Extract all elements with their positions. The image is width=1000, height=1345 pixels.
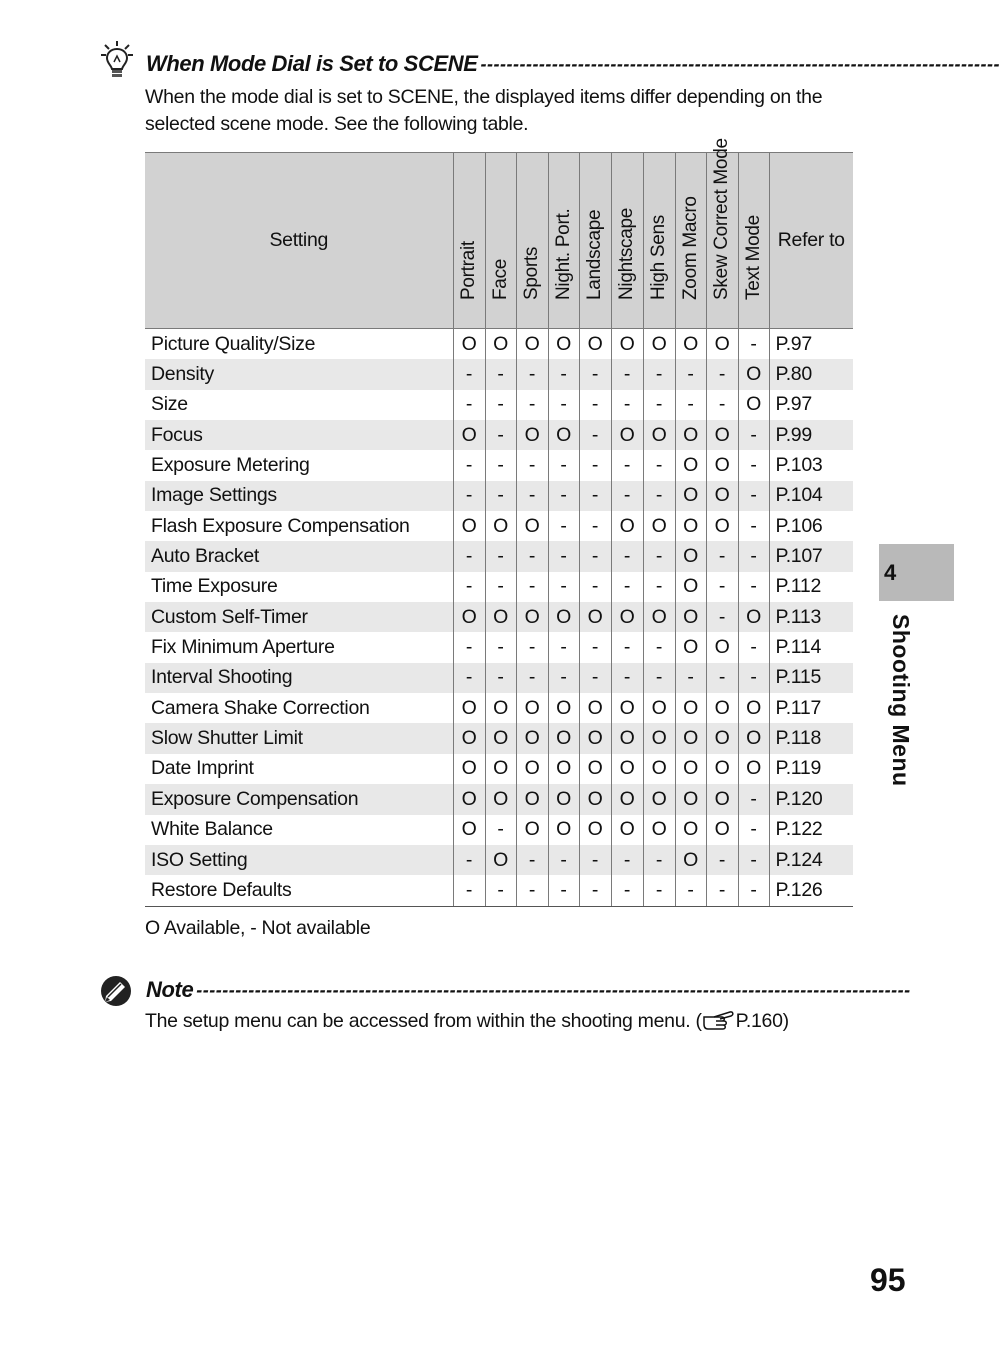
availability-cell: O [548, 754, 579, 784]
mode-header-label: Night. Port. [552, 208, 574, 300]
availability-cell: O [611, 511, 643, 541]
availability-cell: - [579, 359, 611, 389]
availability-cell: O [738, 693, 769, 723]
note-pencil-icon [100, 975, 132, 1007]
availability-cell: - [643, 450, 675, 480]
availability-cell: - [548, 390, 579, 420]
availability-cell: - [516, 541, 548, 571]
availability-cell: O [579, 815, 611, 845]
availability-cell: - [706, 602, 738, 632]
setting-name: Flash Exposure Compensation [151, 514, 410, 537]
availability-cell: - [579, 875, 611, 906]
availability-cell: O [706, 815, 738, 845]
mode-header-label: Nightscape [616, 207, 637, 300]
mode-header-label: Face [489, 258, 511, 300]
page-reference: P.97 [769, 329, 853, 360]
table-row [145, 632, 853, 662]
availability-cell: - [453, 450, 485, 480]
page-reference: P.103 [769, 450, 853, 480]
availability-cell: - [611, 572, 643, 602]
table-row [145, 572, 853, 602]
availability-cell: - [706, 875, 738, 906]
availability-cell: - [675, 359, 706, 389]
availability-cell: O [485, 754, 516, 784]
availability-cell: O [516, 511, 548, 541]
availability-cell: O [453, 754, 485, 784]
mode-header [485, 153, 516, 329]
availability-cell: O [738, 390, 769, 420]
availability-cell: O [675, 754, 706, 784]
availability-cell: - [738, 663, 769, 693]
page-reference: P.117 [769, 693, 853, 723]
availability-cell: - [706, 541, 738, 571]
availability-cell: - [485, 632, 516, 662]
availability-cell: O [485, 693, 516, 723]
setting-name: Custom Self-Timer [145, 602, 453, 632]
availability-cell: O [706, 511, 738, 541]
mode-header-label: Portrait [458, 241, 479, 300]
availability-cell: O [611, 420, 643, 450]
page-reference: P.107 [769, 541, 853, 571]
availability-cell: O [579, 329, 611, 360]
setting-name: Camera Shake Correction [151, 696, 370, 719]
page-reference: P.97 [769, 390, 853, 420]
availability-cell: O [453, 420, 485, 450]
availability-cell: - [548, 632, 579, 662]
availability-cell: - [611, 632, 643, 662]
availability-cell: - [579, 390, 611, 420]
availability-cell: - [485, 450, 516, 480]
setting-name: Picture Quality/Size [151, 332, 316, 355]
availability-cell: O [675, 632, 706, 662]
availability-cell: - [706, 845, 738, 875]
availability-cell: O [675, 511, 706, 541]
tip-text: When the mode dial is set to SCENE, the displayed items differ depending on the selected scene mode. See the following table. [145, 86, 823, 135]
availability-cell: - [485, 572, 516, 602]
availability-cell: O [643, 511, 675, 541]
availability-cell: O [516, 723, 548, 753]
availability-cell: - [675, 663, 706, 693]
availability-cell: - [453, 481, 485, 511]
table-row [145, 815, 853, 845]
availability-cell: - [453, 572, 485, 602]
availability-cell: - [485, 875, 516, 906]
availability-cell: - [611, 481, 643, 511]
availability-cell: - [516, 390, 548, 420]
note-text-before: The setup menu can be accessed from within the shooting menu. ( [145, 1010, 702, 1032]
availability-cell: - [548, 572, 579, 602]
availability-cell: - [516, 632, 548, 662]
availability-cell: - [579, 663, 611, 693]
availability-cell: O [706, 723, 738, 753]
page-reference: P.114 [769, 632, 853, 662]
tip-title: When Mode Dial is Set to SCENE [146, 51, 478, 76]
table-row [145, 663, 853, 693]
table-row [145, 541, 853, 571]
availability-cell: O [516, 815, 548, 845]
availability-cell: O [579, 602, 611, 632]
availability-cell: O [706, 450, 738, 480]
availability-cell: - [516, 450, 548, 480]
setting-name: Exposure Compensation [145, 784, 453, 814]
availability-cell: - [548, 450, 579, 480]
table-row [145, 450, 853, 480]
mode-header [453, 153, 485, 329]
availability-cell: - [485, 815, 516, 845]
setting-name: Auto Bracket [145, 541, 453, 571]
availability-cell: - [579, 481, 611, 511]
availability-cell: - [453, 359, 485, 389]
availability-cell: - [643, 390, 675, 420]
availability-cell: - [516, 845, 548, 875]
availability-cell: O [675, 815, 706, 845]
setting-name: Exposure Metering [151, 454, 310, 477]
availability-cell: - [738, 481, 769, 511]
lightbulb-icon [100, 40, 134, 80]
mode-header-label: Zoom Macro [679, 196, 701, 300]
availability-cell: O [611, 784, 643, 814]
availability-cell: - [738, 784, 769, 814]
table-body [145, 329, 853, 907]
availability-cell: - [453, 875, 485, 906]
table-row [145, 481, 853, 511]
availability-cell: O [453, 693, 485, 723]
availability-cell: O [643, 602, 675, 632]
availability-cell: O [738, 602, 769, 632]
note-text [145, 1008, 845, 1035]
availability-cell: O [643, 693, 675, 723]
availability-cell: - [516, 481, 548, 511]
availability-cell: - [643, 541, 675, 571]
mode-header-label: Landscape [584, 209, 605, 300]
availability-cell: O [611, 754, 643, 784]
availability-cell: O [611, 723, 643, 753]
mode-header [548, 153, 579, 329]
availability-cell: - [516, 875, 548, 906]
availability-cell: - [706, 390, 738, 420]
availability-cell: - [548, 541, 579, 571]
tip-dashes: -------------------------------------------------------------------------------- [480, 53, 1000, 74]
availability-cell: O [706, 784, 738, 814]
availability-cell: - [453, 663, 485, 693]
availability-cell: O [548, 329, 579, 360]
availability-cell: O [516, 420, 548, 450]
availability-cell: O [706, 754, 738, 784]
availability-cell: O [548, 784, 579, 814]
availability-cell: O [706, 693, 738, 723]
availability-cell: - [579, 450, 611, 480]
availability-cell: O [643, 815, 675, 845]
setting-name: Focus [145, 420, 453, 450]
setting-name: Date Imprint [151, 757, 254, 780]
page-reference: P.124 [769, 845, 853, 875]
availability-cell: - [738, 845, 769, 875]
availability-cell: O [675, 329, 706, 360]
availability-cell: - [453, 632, 485, 662]
mode-header-label: Sports [521, 246, 542, 300]
availability-cell: O [453, 511, 485, 541]
availability-cell: O [643, 329, 675, 360]
page-reference: P.99 [769, 420, 853, 450]
mode-header [579, 153, 611, 329]
availability-cell: O [738, 723, 769, 753]
page-reference: P.113 [769, 602, 853, 632]
setting-name: Slow Shutter Limit [145, 723, 453, 753]
availability-cell: - [643, 663, 675, 693]
availability-cell: O [453, 784, 485, 814]
availability-cell: O [516, 329, 548, 360]
availability-cell: - [516, 663, 548, 693]
availability-cell: - [611, 845, 643, 875]
availability-cell: - [738, 420, 769, 450]
availability-cell: - [675, 875, 706, 906]
availability-cell: - [706, 359, 738, 389]
page-reference: P.122 [769, 815, 853, 845]
setting-name: Interval Shooting [145, 663, 453, 693]
setting-name: Size [151, 393, 188, 416]
page-reference: P.106 [769, 511, 853, 541]
availability-cell: O [548, 420, 579, 450]
mode-header [738, 153, 769, 329]
availability-cell: - [738, 450, 769, 480]
availability-cell: - [548, 875, 579, 906]
availability-cell: - [516, 572, 548, 602]
availability-cell: - [675, 390, 706, 420]
availability-cell: - [643, 481, 675, 511]
setting-name: ISO Setting [145, 845, 453, 875]
scene-settings-table [145, 138, 853, 907]
table-row [145, 723, 853, 753]
page-reference: P.126 [769, 875, 853, 906]
availability-cell: O [485, 511, 516, 541]
availability-cell: - [579, 420, 611, 450]
availability-cell: O [485, 845, 516, 875]
availability-cell: O [516, 693, 548, 723]
setting-name: Restore Defaults [145, 875, 453, 906]
table-row [145, 359, 853, 389]
availability-cell: O [643, 723, 675, 753]
availability-cell: - [516, 359, 548, 389]
legend: O Available, - Not available [145, 917, 371, 939]
availability-cell: O [675, 602, 706, 632]
mode-header [706, 138, 738, 329]
availability-cell: O [485, 329, 516, 360]
availability-cell: O [485, 602, 516, 632]
table-row [145, 784, 853, 814]
table-row [145, 875, 853, 906]
availability-cell: - [643, 572, 675, 602]
availability-cell: - [611, 541, 643, 571]
availability-cell: - [706, 663, 738, 693]
availability-cell: - [548, 663, 579, 693]
availability-cell: O [516, 602, 548, 632]
availability-cell: O [611, 815, 643, 845]
mode-header-label: High Sens [648, 215, 669, 300]
pointing-hand-icon [702, 1009, 736, 1031]
page-reference: P.118 [769, 723, 853, 753]
availability-cell: O [675, 572, 706, 602]
availability-cell: O [485, 723, 516, 753]
availability-cell: O [675, 450, 706, 480]
page-number: 95 [870, 1262, 906, 1298]
setting-name: Density [145, 359, 453, 389]
availability-cell: O [706, 481, 738, 511]
availability-cell: O [675, 723, 706, 753]
note-dashes: -------------------------------------------------------------------------------------------------------------- [196, 979, 911, 1000]
availability-cell: O [675, 420, 706, 450]
availability-cell: - [485, 359, 516, 389]
availability-cell: - [706, 572, 738, 602]
note-heading [146, 976, 911, 1004]
page-reference: P.112 [769, 572, 853, 602]
availability-cell: - [611, 875, 643, 906]
availability-cell: - [611, 359, 643, 389]
availability-cell: - [579, 541, 611, 571]
availability-cell: O [611, 693, 643, 723]
refer-header: Refer to [769, 153, 853, 329]
chapter-title: Shooting Menu [888, 614, 914, 787]
availability-cell: O [516, 754, 548, 784]
tip-heading [146, 50, 1000, 78]
availability-cell: O [485, 784, 516, 814]
setting-name: Time Exposure [151, 575, 278, 598]
availability-cell: O [548, 602, 579, 632]
availability-cell: - [643, 632, 675, 662]
availability-cell: - [579, 845, 611, 875]
availability-cell: O [579, 754, 611, 784]
availability-cell: - [485, 663, 516, 693]
table-row [145, 602, 853, 632]
availability-cell: - [548, 845, 579, 875]
page-reference: P.119 [769, 754, 853, 784]
availability-cell: O [643, 784, 675, 814]
mode-header [643, 153, 675, 329]
setting-header: Setting [145, 153, 453, 329]
availability-cell: - [579, 572, 611, 602]
chapter-number: 4 [884, 560, 897, 585]
availability-cell: O [706, 420, 738, 450]
page-reference: P.80 [769, 359, 853, 389]
table-row [145, 511, 853, 541]
availability-cell: - [738, 572, 769, 602]
table-row [145, 329, 853, 360]
availability-cell: - [643, 359, 675, 389]
availability-cell: - [611, 390, 643, 420]
availability-cell: O [643, 754, 675, 784]
availability-cell: O [548, 693, 579, 723]
availability-cell: O [706, 632, 738, 662]
table-row [145, 845, 853, 875]
setting-name: White Balance [151, 818, 273, 841]
availability-cell: - [643, 845, 675, 875]
availability-cell: O [548, 815, 579, 845]
availability-cell: O [611, 602, 643, 632]
availability-cell: - [485, 541, 516, 571]
page-reference: P.104 [769, 481, 853, 511]
availability-cell: O [579, 723, 611, 753]
availability-cell: - [579, 511, 611, 541]
table-row [145, 420, 853, 450]
availability-cell: - [453, 390, 485, 420]
availability-cell: - [738, 875, 769, 906]
availability-cell: - [485, 420, 516, 450]
availability-cell: O [675, 481, 706, 511]
availability-cell: O [516, 784, 548, 814]
availability-cell: O [579, 784, 611, 814]
mode-header-label: Skew Correct Mode [711, 138, 732, 300]
availability-cell: O [738, 359, 769, 389]
table-header-row [145, 153, 853, 329]
availability-cell: - [738, 329, 769, 360]
availability-cell: O [548, 723, 579, 753]
availability-cell: O [675, 541, 706, 571]
availability-cell: - [548, 511, 579, 541]
mode-header [675, 153, 706, 329]
table-row [145, 390, 853, 420]
setting-name: Image Settings [145, 481, 453, 511]
note-title: Note [146, 977, 194, 1002]
availability-cell: O [611, 329, 643, 360]
availability-cell: - [548, 359, 579, 389]
availability-cell: - [485, 390, 516, 420]
availability-cell: O [579, 693, 611, 723]
table-row [145, 693, 853, 723]
availability-cell: - [738, 511, 769, 541]
availability-cell: - [738, 541, 769, 571]
availability-cell: - [485, 481, 516, 511]
availability-cell: - [453, 541, 485, 571]
availability-cell: - [611, 450, 643, 480]
availability-cell: - [579, 632, 611, 662]
availability-cell: O [453, 723, 485, 753]
page-reference: P.115 [769, 663, 853, 693]
availability-cell: - [738, 815, 769, 845]
availability-cell: O [453, 329, 485, 360]
availability-cell: O [643, 420, 675, 450]
availability-cell: - [548, 481, 579, 511]
availability-cell: O [453, 815, 485, 845]
availability-cell: O [706, 329, 738, 360]
availability-cell: - [611, 663, 643, 693]
availability-cell: - [643, 875, 675, 906]
page-reference: P.120 [769, 784, 853, 814]
setting-name: Fix Minimum Aperture [151, 636, 335, 659]
mode-header [611, 153, 643, 329]
availability-cell: O [675, 693, 706, 723]
note-ref: P.160) [735, 1010, 789, 1032]
availability-cell: O [675, 845, 706, 875]
availability-cell: O [675, 784, 706, 814]
availability-cell: - [453, 845, 485, 875]
availability-cell: O [738, 754, 769, 784]
mode-header-label: Text Mode [742, 215, 764, 300]
availability-cell: - [738, 632, 769, 662]
mode-header [516, 153, 548, 329]
table-row [145, 754, 853, 784]
availability-cell: O [453, 602, 485, 632]
